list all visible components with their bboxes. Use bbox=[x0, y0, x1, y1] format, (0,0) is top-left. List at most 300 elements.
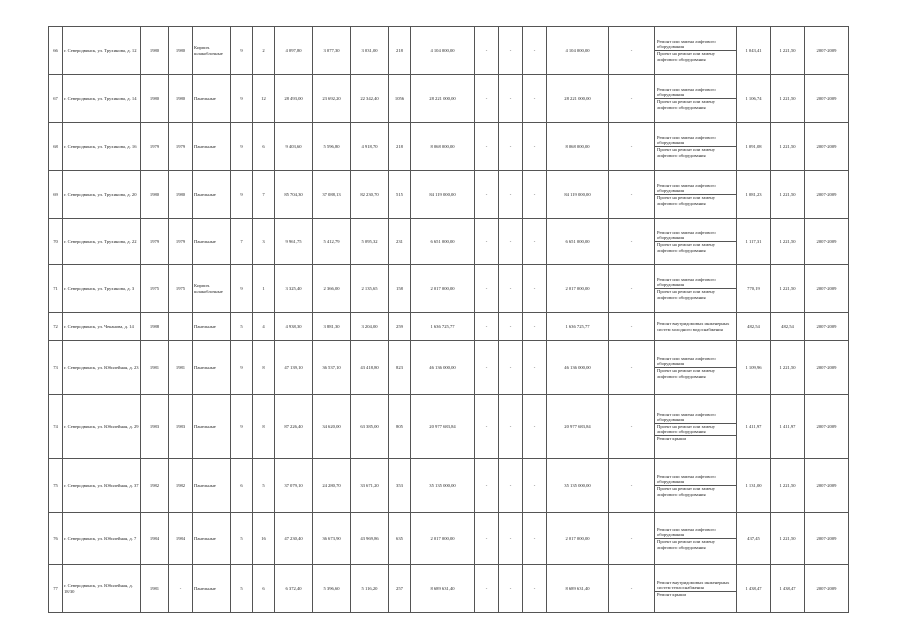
work-types-list bbox=[655, 527, 736, 550]
owners-cost-cell: 4 104 000,00 bbox=[547, 27, 609, 75]
row-number-cell: 74 bbox=[49, 395, 63, 459]
max-unit-cost-cell: 1 221,50 bbox=[771, 265, 805, 313]
regional-cost-cell: - bbox=[499, 171, 523, 219]
row-number-cell: 68 bbox=[49, 123, 63, 171]
table-row bbox=[49, 171, 849, 219]
floor-count-cell: 9 bbox=[231, 123, 253, 171]
table-row bbox=[49, 513, 849, 565]
work-type-item: Ремонт или замена лифтового оборудования bbox=[655, 277, 736, 289]
row-number-cell: 73 bbox=[49, 341, 63, 395]
floor-count-cell: 5 bbox=[231, 513, 253, 565]
work-types-list bbox=[655, 277, 736, 300]
build-year-cell: 1979 bbox=[141, 123, 169, 171]
apartment-area-cell: 43 969,86 bbox=[351, 513, 389, 565]
municipal-cost-cell: - bbox=[523, 219, 547, 265]
table-row bbox=[49, 459, 849, 513]
work-type-item: Проект на ремонт или замену лифтового оборудования bbox=[657, 147, 716, 158]
living-area-cell: 24 280,70 bbox=[313, 459, 351, 513]
work-type-item: Проект на ремонт или замену лифтового оборудования bbox=[657, 242, 716, 253]
work-type-item: Ремонт или замена лифтового оборудования bbox=[655, 527, 736, 539]
table-row bbox=[49, 27, 849, 75]
build-year-cell: 1980 bbox=[141, 171, 169, 219]
work-type-item: Проект на ремонт или замену лифтового оборудования bbox=[657, 368, 716, 379]
regional-cost-cell: - bbox=[499, 341, 523, 395]
wall-material-cell: Панельные bbox=[193, 459, 231, 513]
other-cost-cell: - bbox=[609, 27, 655, 75]
row-number-cell: 67 bbox=[49, 75, 63, 123]
owners-cost-cell: 84 119 000,00 bbox=[547, 171, 609, 219]
other-cost-cell: - bbox=[609, 513, 655, 565]
unit-cost-cell: 1 043,41 bbox=[737, 27, 771, 75]
other-cost-cell: - bbox=[609, 219, 655, 265]
work-types-list bbox=[655, 230, 736, 253]
max-unit-cost-cell: 1 221,50 bbox=[771, 171, 805, 219]
floor-count-cell: 9 bbox=[231, 171, 253, 219]
municipal-cost-cell: - bbox=[523, 565, 547, 613]
living-area-cell: 5 396,60 bbox=[313, 565, 351, 613]
other-cost-cell: - bbox=[609, 341, 655, 395]
work-type-item: Проект на ремонт или замену лифтового оборудования bbox=[657, 195, 716, 206]
residents-count-cell: 218 bbox=[389, 27, 411, 75]
repair-period-cell: 2007-2009 bbox=[805, 459, 849, 513]
wall-material-cell: Кирпич. шлакоблочные bbox=[193, 27, 231, 75]
owners-cost-cell: 2 017 000,00 bbox=[547, 513, 609, 565]
floor-count-cell: 6 bbox=[231, 459, 253, 513]
municipal-cost-cell: - bbox=[523, 265, 547, 313]
total-cost-cell: 20 977 683,84 bbox=[411, 395, 475, 459]
total-cost-cell: 28 221 000,00 bbox=[411, 75, 475, 123]
unit-cost-cell: 1 081,23 bbox=[737, 171, 771, 219]
address-cell: г. Северодвинск, ул. Трухинова, д. 14 bbox=[63, 75, 141, 123]
work-types-cell bbox=[655, 171, 737, 219]
total-cost-cell: 46 136 000,00 bbox=[411, 341, 475, 395]
unit-cost-cell: 1 131,00 bbox=[737, 459, 771, 513]
floor-count-cell: 7 bbox=[231, 219, 253, 265]
fund-cost-cell: - bbox=[475, 219, 499, 265]
unit-cost-cell: 1 106,74 bbox=[737, 75, 771, 123]
work-types-list bbox=[655, 135, 736, 158]
residents-count-cell: 257 bbox=[389, 565, 411, 613]
other-cost-cell: - bbox=[609, 565, 655, 613]
other-cost-cell: - bbox=[609, 313, 655, 341]
living-area-cell: 36 673,90 bbox=[313, 513, 351, 565]
commission-year-cell: 1981 bbox=[169, 341, 193, 395]
residents-count-cell: 218 bbox=[389, 123, 411, 171]
entrance-count-cell: 12 bbox=[253, 75, 275, 123]
work-type-item: Ремонт крыши bbox=[657, 591, 686, 597]
unit-cost-cell: 1 438,47 bbox=[737, 565, 771, 613]
residents-count-cell: 823 bbox=[389, 341, 411, 395]
commission-year-cell: 1984 bbox=[169, 513, 193, 565]
owners-cost-cell: 35 135 000,00 bbox=[547, 459, 609, 513]
unit-cost-cell: 1 117,31 bbox=[737, 219, 771, 265]
address-cell: г. Северодвинск, ул. Юбилейная, д. 37 bbox=[63, 459, 141, 513]
document-page bbox=[48, 26, 848, 606]
fund-cost-cell: - bbox=[475, 565, 499, 613]
municipal-cost-cell: - bbox=[523, 313, 547, 341]
work-types-list bbox=[655, 474, 736, 497]
repair-period-cell: 2007-2009 bbox=[805, 75, 849, 123]
unit-cost-cell: 1 411,97 bbox=[737, 395, 771, 459]
repair-period-cell: 2007-2009 bbox=[805, 395, 849, 459]
other-cost-cell: - bbox=[609, 123, 655, 171]
entrance-count-cell: 1 bbox=[253, 265, 275, 313]
work-types-list bbox=[655, 580, 736, 598]
owners-cost-cell: 6 651 000,00 bbox=[547, 219, 609, 265]
work-type-item: Ремонт или замена лифтового оборудования bbox=[655, 356, 736, 368]
regional-cost-cell: - bbox=[499, 27, 523, 75]
entrance-count-cell: 5 bbox=[253, 459, 275, 513]
work-type-item: Проект на ремонт или замену лифтового оборудования bbox=[657, 539, 716, 550]
row-number-cell: 71 bbox=[49, 265, 63, 313]
total-area-cell: 47 139,10 bbox=[275, 341, 313, 395]
table-row bbox=[49, 265, 849, 313]
residents-count-cell: 635 bbox=[389, 513, 411, 565]
commission-year-cell: 1980 bbox=[169, 27, 193, 75]
total-area-cell: 28 493,00 bbox=[275, 75, 313, 123]
wall-material-cell: Панельные bbox=[193, 171, 231, 219]
build-year-cell: 1983 bbox=[141, 395, 169, 459]
regional-cost-cell: - bbox=[499, 459, 523, 513]
entrance-count-cell: 3 bbox=[253, 219, 275, 265]
table-row bbox=[49, 219, 849, 265]
work-types-list bbox=[655, 87, 736, 110]
table-row bbox=[49, 565, 849, 613]
residents-count-cell: 231 bbox=[389, 219, 411, 265]
commission-year-cell: 1979 bbox=[169, 123, 193, 171]
apartment-area-cell: 63 385,00 bbox=[351, 395, 389, 459]
repair-period-cell: 2007-2009 bbox=[805, 565, 849, 613]
row-number-cell: 66 bbox=[49, 27, 63, 75]
fund-cost-cell: - bbox=[475, 313, 499, 341]
commission-year-cell: 1982 bbox=[169, 459, 193, 513]
other-cost-cell: - bbox=[609, 459, 655, 513]
wall-material-cell: Панельные bbox=[193, 513, 231, 565]
total-area-cell: 9 403,60 bbox=[275, 123, 313, 171]
living-area-cell: 5 412,79 bbox=[313, 219, 351, 265]
owners-cost-cell: 8 068 000,00 bbox=[547, 123, 609, 171]
housing-repair-table bbox=[48, 26, 849, 613]
unit-cost-cell: 437,45 bbox=[737, 513, 771, 565]
total-cost-cell: 1 636 725,77 bbox=[411, 313, 475, 341]
floor-count-cell: 9 bbox=[231, 395, 253, 459]
municipal-cost-cell: - bbox=[523, 27, 547, 75]
unit-cost-cell: 1 091,08 bbox=[737, 123, 771, 171]
commission-year-cell bbox=[169, 313, 193, 341]
apartment-area-cell: 2 135,65 bbox=[351, 265, 389, 313]
work-types-list bbox=[655, 412, 736, 442]
apartment-area-cell: 5 116,20 bbox=[351, 565, 389, 613]
fund-cost-cell: - bbox=[475, 27, 499, 75]
regional-cost-cell: - bbox=[499, 123, 523, 171]
wall-material-cell: Панельные bbox=[193, 565, 231, 613]
build-year-cell: 1984 bbox=[141, 513, 169, 565]
living-area-cell: 36 537,10 bbox=[313, 341, 351, 395]
work-type-item: Проект на ремонт или замену лифтового оборудования bbox=[657, 51, 716, 62]
living-area-cell: 3 881,30 bbox=[313, 313, 351, 341]
table-row bbox=[49, 75, 849, 123]
owners-cost-cell: 8 689 631,40 bbox=[547, 565, 609, 613]
apartment-area-cell: 33 671,20 bbox=[351, 459, 389, 513]
address-cell: г. Северодвинск, ул. Юбилейная, д. 23 bbox=[63, 341, 141, 395]
row-number-cell: 75 bbox=[49, 459, 63, 513]
fund-cost-cell: - bbox=[475, 171, 499, 219]
fund-cost-cell: - bbox=[475, 513, 499, 565]
address-cell: г. Северодвинск, ул. Трухинова, д. 16 bbox=[63, 123, 141, 171]
owners-cost-cell: 1 636 725,77 bbox=[547, 313, 609, 341]
total-area-cell: 87 226,40 bbox=[275, 395, 313, 459]
total-area-cell: 3 325,40 bbox=[275, 265, 313, 313]
row-number-cell: 70 bbox=[49, 219, 63, 265]
total-cost-cell: 8 068 000,00 bbox=[411, 123, 475, 171]
work-types-cell bbox=[655, 565, 737, 613]
total-cost-cell: 84 119 000,00 bbox=[411, 171, 475, 219]
municipal-cost-cell: - bbox=[523, 341, 547, 395]
total-area-cell: 4 097,80 bbox=[275, 27, 313, 75]
build-year-cell: 1981 bbox=[141, 341, 169, 395]
fund-cost-cell: - bbox=[475, 395, 499, 459]
apartment-area-cell: 43 418,80 bbox=[351, 341, 389, 395]
unit-cost-cell: 1 109,96 bbox=[737, 341, 771, 395]
living-area-cell: 5 596,80 bbox=[313, 123, 351, 171]
regional-cost-cell: - bbox=[499, 219, 523, 265]
build-year-cell: 1988 bbox=[141, 313, 169, 341]
regional-cost-cell: - bbox=[499, 513, 523, 565]
living-area-cell: 23 692,20 bbox=[313, 75, 351, 123]
residents-count-cell: 1056 bbox=[389, 75, 411, 123]
entrance-count-cell: 2 bbox=[253, 27, 275, 75]
commission-year-cell: - bbox=[169, 565, 193, 613]
total-area-cell: 37 079,10 bbox=[275, 459, 313, 513]
max-unit-cost-cell: 1 221,50 bbox=[771, 123, 805, 171]
repair-period-cell: 2007-2009 bbox=[805, 513, 849, 565]
other-cost-cell: - bbox=[609, 75, 655, 123]
commission-year-cell: 1979 bbox=[169, 219, 193, 265]
work-type-item: Ремонт или замена лифтового оборудования bbox=[655, 183, 736, 195]
repair-period-cell: 2007-2009 bbox=[805, 313, 849, 341]
wall-material-cell: Панельные bbox=[193, 219, 231, 265]
total-cost-cell: 2 017 000,00 bbox=[411, 265, 475, 313]
commission-year-cell: 1983 bbox=[169, 395, 193, 459]
build-year-cell: 1980 bbox=[141, 27, 169, 75]
living-area-cell: 2 366,00 bbox=[313, 265, 351, 313]
residents-count-cell: 515 bbox=[389, 171, 411, 219]
max-unit-cost-cell: 1 221,50 bbox=[771, 219, 805, 265]
entrance-count-cell: 16 bbox=[253, 513, 275, 565]
repair-period-cell: 2007-2009 bbox=[805, 341, 849, 395]
work-types-list bbox=[655, 183, 736, 206]
total-cost-cell: 8 689 631,40 bbox=[411, 565, 475, 613]
residents-count-cell: 353 bbox=[389, 459, 411, 513]
owners-cost-cell: 28 221 000,00 bbox=[547, 75, 609, 123]
work-types-cell bbox=[655, 459, 737, 513]
max-unit-cost-cell: 1 411,97 bbox=[771, 395, 805, 459]
wall-material-cell: Панельные bbox=[193, 123, 231, 171]
work-types-cell bbox=[655, 75, 737, 123]
fund-cost-cell: - bbox=[475, 265, 499, 313]
repair-period-cell: 2007-2009 bbox=[805, 123, 849, 171]
total-cost-cell: 4 104 000,00 bbox=[411, 27, 475, 75]
address-cell: г. Северодвинск, ул. Чеканова, д. 14 bbox=[63, 313, 141, 341]
max-unit-cost-cell: 1 438,47 bbox=[771, 565, 805, 613]
apartment-area-cell: 82 230,70 bbox=[351, 171, 389, 219]
work-type-item: Проект на ремонт или замену лифтового оборудования bbox=[655, 424, 736, 436]
work-type-item: Проект на ремонт или замену лифтового оборудования bbox=[657, 289, 716, 300]
municipal-cost-cell: - bbox=[523, 513, 547, 565]
municipal-cost-cell: - bbox=[523, 123, 547, 171]
regional-cost-cell: - bbox=[499, 565, 523, 613]
work-type-item: Ремонт или замена лифтового оборудования bbox=[655, 39, 736, 51]
apartment-area-cell: 4 918,70 bbox=[351, 123, 389, 171]
work-type-item: Проект на ремонт или замену лифтового оборудования bbox=[657, 99, 716, 110]
wall-material-cell: Панельные bbox=[193, 341, 231, 395]
repair-period-cell: 2007-2009 bbox=[805, 171, 849, 219]
floor-count-cell: 9 bbox=[231, 265, 253, 313]
table-row bbox=[49, 123, 849, 171]
row-number-cell: 77 bbox=[49, 565, 63, 613]
max-unit-cost-cell: 1 221,50 bbox=[771, 513, 805, 565]
build-year-cell: 1975 bbox=[141, 265, 169, 313]
owners-cost-cell: 20 977 683,84 bbox=[547, 395, 609, 459]
work-type-item: Ремонт или замена лифтового оборудования bbox=[655, 135, 736, 147]
repair-period-cell: 2007-2009 bbox=[805, 27, 849, 75]
entrance-count-cell: 8 bbox=[253, 395, 275, 459]
total-area-cell: 6 372,40 bbox=[275, 565, 313, 613]
owners-cost-cell: 46 136 000,00 bbox=[547, 341, 609, 395]
owners-cost-cell: 2 017 000,00 bbox=[547, 265, 609, 313]
max-unit-cost-cell: 1 221,50 bbox=[771, 341, 805, 395]
build-year-cell: 1979 bbox=[141, 219, 169, 265]
total-cost-cell: 35 135 000,00 bbox=[411, 459, 475, 513]
municipal-cost-cell: - bbox=[523, 171, 547, 219]
municipal-cost-cell: - bbox=[523, 75, 547, 123]
floor-count-cell: 5 bbox=[231, 565, 253, 613]
residents-count-cell: 805 bbox=[389, 395, 411, 459]
fund-cost-cell: - bbox=[475, 341, 499, 395]
total-cost-cell: 6 651 000,00 bbox=[411, 219, 475, 265]
work-type-item: Проект на ремонт или замену лифтового оборудования bbox=[657, 486, 716, 497]
row-number-cell: 76 bbox=[49, 513, 63, 565]
work-types-cell bbox=[655, 265, 737, 313]
address-cell: г. Северодвинск, ул. Юбилейная, д. 18/30 bbox=[63, 565, 141, 613]
row-number-cell: 69 bbox=[49, 171, 63, 219]
work-types-list bbox=[655, 356, 736, 379]
floor-count-cell: 9 bbox=[231, 75, 253, 123]
living-area-cell: 34 620,00 bbox=[313, 395, 351, 459]
fund-cost-cell: - bbox=[475, 75, 499, 123]
repair-period-cell: 2007-2009 bbox=[805, 219, 849, 265]
floor-count-cell: 5 bbox=[231, 313, 253, 341]
commission-year-cell: 1975 bbox=[169, 265, 193, 313]
floor-count-cell: 9 bbox=[231, 341, 253, 395]
fund-cost-cell: - bbox=[475, 123, 499, 171]
max-unit-cost-cell: 1 221,50 bbox=[771, 27, 805, 75]
max-unit-cost-cell: 1 221,50 bbox=[771, 459, 805, 513]
other-cost-cell: - bbox=[609, 395, 655, 459]
work-type-item: Ремонт крыши bbox=[657, 435, 686, 441]
wall-material-cell: Панельные bbox=[193, 313, 231, 341]
unit-cost-cell: 770,19 bbox=[737, 265, 771, 313]
work-type-item: Ремонт или замена лифтового оборудования bbox=[655, 230, 736, 242]
apartment-area-cell: 22 342,40 bbox=[351, 75, 389, 123]
address-cell: г. Северодвинск, ул. Юбилейная, д. 29 bbox=[63, 395, 141, 459]
entrance-count-cell: 6 bbox=[253, 123, 275, 171]
address-cell: г. Северодвинск, ул. Трухинова, д. 12 bbox=[63, 27, 141, 75]
work-type-item: Ремонт внутридомовых инженерных систем теплоснабжения bbox=[655, 580, 736, 592]
address-cell: г. Северодвинск, ул. Трухинова, д. 3 bbox=[63, 265, 141, 313]
living-area-cell: 3 077,30 bbox=[313, 27, 351, 75]
work-types-cell bbox=[655, 123, 737, 171]
other-cost-cell: - bbox=[609, 171, 655, 219]
other-cost-cell: - bbox=[609, 265, 655, 313]
work-type-item: Ремонт или замена лифтового оборудования bbox=[655, 474, 736, 486]
build-year-cell: 1980 bbox=[141, 75, 169, 123]
build-year-cell: 1982 bbox=[141, 459, 169, 513]
entrance-count-cell: 6 bbox=[253, 565, 275, 613]
work-type-item: Ремонт или замена лифтового оборудования bbox=[655, 87, 736, 99]
max-unit-cost-cell: 1 221,50 bbox=[771, 75, 805, 123]
floor-count-cell: 9 bbox=[231, 27, 253, 75]
entrance-count-cell: 7 bbox=[253, 171, 275, 219]
unit-cost-cell: 482,54 bbox=[737, 313, 771, 341]
work-type-item: Ремонт внутридомовых инженерных систем холодного водоснабжения bbox=[657, 320, 730, 332]
repair-period-cell: 2007-2009 bbox=[805, 265, 849, 313]
apartment-area-cell: 5 095,32 bbox=[351, 219, 389, 265]
table-row bbox=[49, 341, 849, 395]
table-row bbox=[49, 395, 849, 459]
commission-year-cell: 1980 bbox=[169, 75, 193, 123]
entrance-count-cell: 8 bbox=[253, 341, 275, 395]
address-cell: г. Северодвинск, ул. Трухинова, д. 22 bbox=[63, 219, 141, 265]
fund-cost-cell: - bbox=[475, 459, 499, 513]
regional-cost-cell: - bbox=[499, 395, 523, 459]
work-type-item: Ремонт или замена лифтового оборудования bbox=[655, 412, 736, 424]
total-area-cell: 4 938,30 bbox=[275, 313, 313, 341]
living-area-cell: 37 088,13 bbox=[313, 171, 351, 219]
municipal-cost-cell: - bbox=[523, 395, 547, 459]
municipal-cost-cell: - bbox=[523, 459, 547, 513]
apartment-area-cell: 3 031,00 bbox=[351, 27, 389, 75]
total-cost-cell: 2 017 000,00 bbox=[411, 513, 475, 565]
build-year-cell: 1981 bbox=[141, 565, 169, 613]
work-types-cell bbox=[655, 219, 737, 265]
wall-material-cell: Панельные bbox=[193, 75, 231, 123]
commission-year-cell: 1980 bbox=[169, 171, 193, 219]
address-cell: г. Северодвинск, ул. Трухинова, д. 20 bbox=[63, 171, 141, 219]
regional-cost-cell: - bbox=[499, 75, 523, 123]
regional-cost-cell: - bbox=[499, 265, 523, 313]
work-types-cell bbox=[655, 513, 737, 565]
wall-material-cell: Панельные bbox=[193, 395, 231, 459]
entrance-count-cell: 4 bbox=[253, 313, 275, 341]
row-number-cell: 72 bbox=[49, 313, 63, 341]
total-area-cell: 9 961,75 bbox=[275, 219, 313, 265]
max-unit-cost-cell: 482,54 bbox=[771, 313, 805, 341]
work-types-list bbox=[655, 39, 736, 62]
address-cell: г. Северодвинск, ул. Юбилейная, д. 7 bbox=[63, 513, 141, 565]
wall-material-cell: Кирпич. шлакоблочные bbox=[193, 265, 231, 313]
work-types-cell bbox=[655, 313, 737, 341]
table-row bbox=[49, 313, 849, 341]
work-types-cell bbox=[655, 341, 737, 395]
work-types-cell bbox=[655, 27, 737, 75]
total-area-cell: 47 230,40 bbox=[275, 513, 313, 565]
work-types-cell bbox=[655, 395, 737, 459]
residents-count-cell: 158 bbox=[389, 265, 411, 313]
regional-cost-cell: - bbox=[499, 313, 523, 341]
total-area-cell: 85 704,30 bbox=[275, 171, 313, 219]
apartment-area-cell: 3 204,00 bbox=[351, 313, 389, 341]
